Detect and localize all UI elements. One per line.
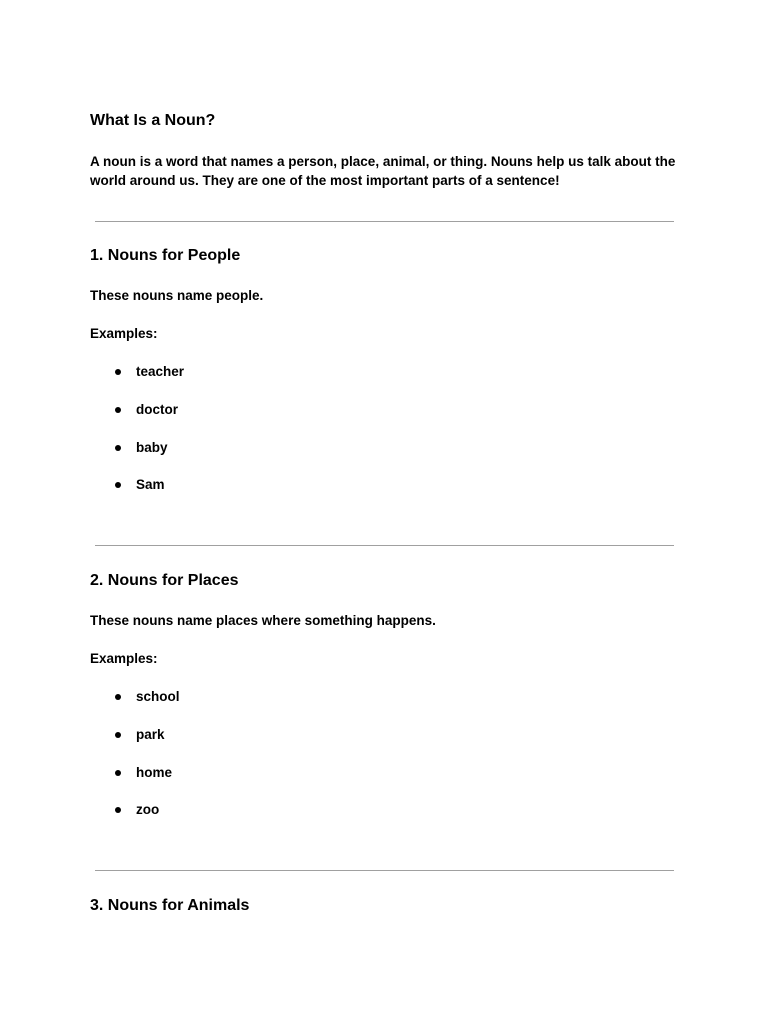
divider (95, 221, 674, 222)
bullet-icon (115, 807, 121, 813)
section-description-people: These nouns name people. (90, 288, 264, 303)
bullet-icon (115, 770, 121, 776)
list-item-label: zoo (136, 802, 160, 817)
bullet-icon (115, 732, 121, 738)
section-description-places: These nouns name places where something happens. (90, 613, 436, 628)
section-heading-animals: 3. Nouns for Animals (90, 897, 250, 914)
examples-label: Examples: (90, 326, 158, 341)
divider (95, 870, 674, 871)
bullet-icon (115, 369, 121, 375)
list-item-label: doctor (136, 402, 178, 417)
list-item-label: Sam (136, 477, 165, 492)
bullet-icon (115, 694, 121, 700)
list-item-label: baby (136, 440, 168, 455)
list-item-label: school (136, 689, 180, 704)
list-item-label: park (136, 727, 165, 742)
list-item-label: teacher (136, 364, 185, 379)
section-heading-people: 1. Nouns for People (90, 247, 241, 264)
intro-paragraph: A noun is a word that names a person, place, animal, or thing. Nouns help us talk about the world around us. They are one of the most important parts of a sentence! (90, 154, 676, 188)
section-heading-places: 2. Nouns for Places (90, 572, 239, 589)
examples-label: Examples: (90, 651, 158, 666)
bullet-icon (115, 445, 121, 451)
list-item-label: home (136, 765, 173, 780)
divider (95, 545, 674, 546)
bullet-icon (115, 482, 121, 488)
bullet-icon (115, 407, 121, 413)
page-title: What Is a Noun? (90, 112, 216, 129)
